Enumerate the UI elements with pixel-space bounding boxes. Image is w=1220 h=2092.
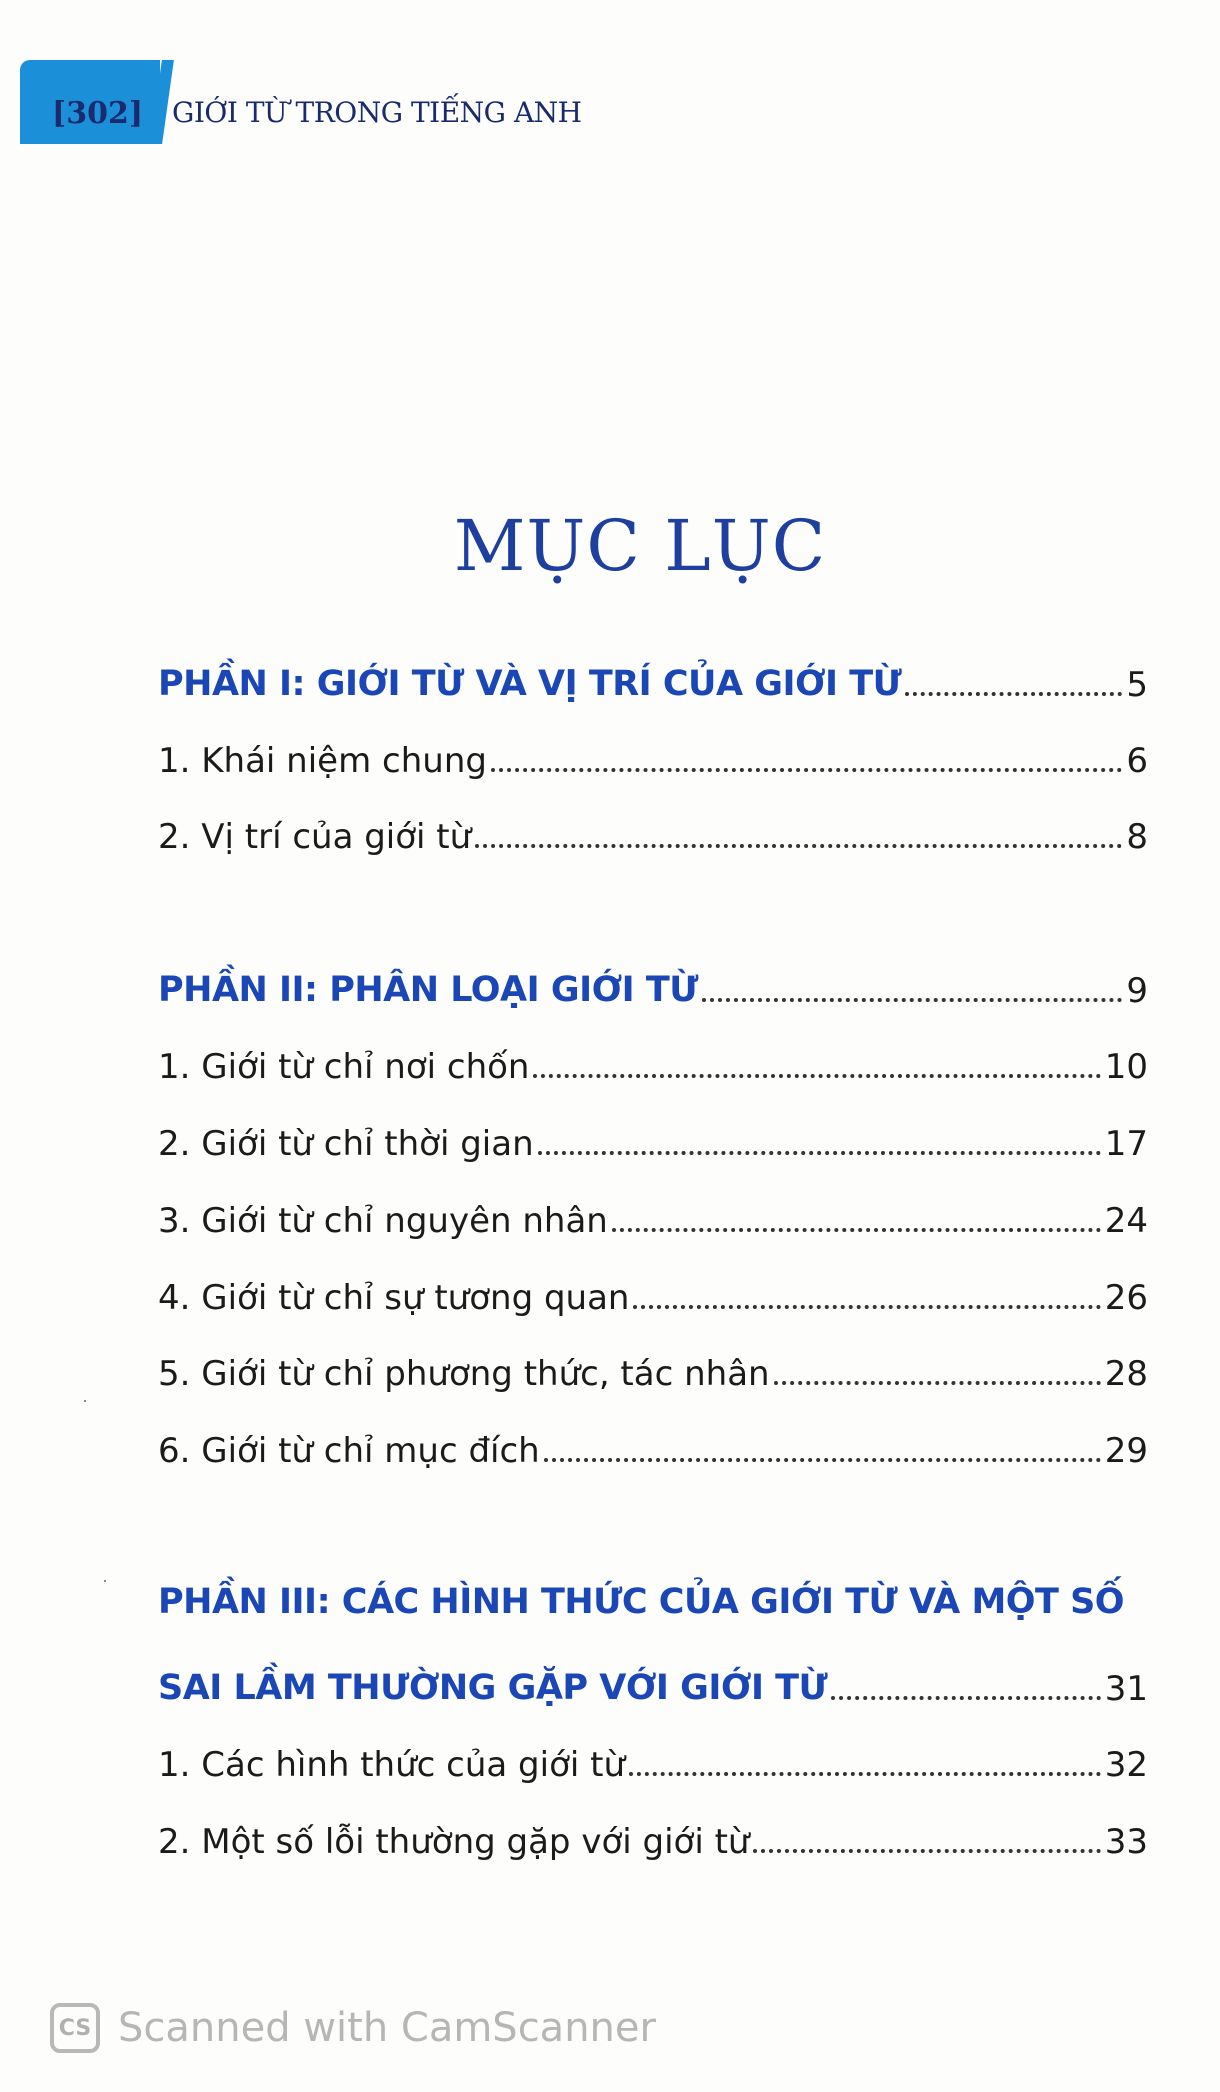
toc-entry-label: SAI LẦM THƯỜNG GẶP VỚI GIỚI TỪ [158, 1668, 828, 1708]
toc-entry-label: 2. Một số lỗi thường gặp với giới từ [158, 1822, 750, 1862]
dot-leader [702, 998, 1122, 1002]
toc-item [158, 1343, 1148, 1394]
book-title: GIỚI TỪ TRONG TIẾNG ANH [172, 96, 582, 129]
page-number: [302] [52, 96, 144, 131]
toc-entry-label: 1. Khái niệm chung [158, 741, 487, 781]
toc-entry-label: 2. Vị trí của giới từ [158, 817, 472, 857]
toc-item [158, 1190, 1148, 1241]
camscanner-icon: CS [50, 2003, 100, 2053]
toc-entry-page: 10 [1104, 1047, 1148, 1087]
toc-entry-page: 17 [1104, 1124, 1148, 1164]
toc-section-2 [158, 960, 1148, 1011]
toc-item [158, 730, 1148, 781]
toc-entry-label: PHẦN I: GIỚI TỪ VÀ VỊ TRÍ CỦA GIỚI TỪ [158, 664, 902, 704]
dot-leader [538, 1151, 1101, 1155]
toc-item [158, 1036, 1148, 1087]
dot-leader [612, 1228, 1101, 1232]
toc-entry-page: 31 [1104, 1669, 1148, 1709]
toc-item [158, 1734, 1148, 1785]
watermark-text: Scanned with CamScanner [118, 2005, 656, 2051]
dot-leader [633, 1305, 1100, 1309]
toc-entry-label: 2. Giới từ chỉ thời gian [158, 1124, 534, 1164]
toc-entry-page: 28 [1104, 1354, 1148, 1394]
toc-entry-page: 24 [1104, 1201, 1148, 1241]
toc-entry-page: 8 [1126, 817, 1148, 857]
toc-entry-label: PHẦN II: PHÂN LOẠI GIỚI TỪ [158, 970, 698, 1010]
toc-section-3 [158, 1658, 1148, 1709]
toc-item [158, 1267, 1148, 1318]
toc-entry-label: 1. Các hình thức của giới từ [158, 1745, 626, 1785]
toc-entry-label: 1. Giới từ chỉ nơi chốn [158, 1047, 530, 1087]
toc-entry-page: 5 [1126, 665, 1148, 705]
toc-entry-label: 6. Giới từ chỉ mục đích [158, 1431, 540, 1471]
dot-leader [905, 692, 1122, 696]
toc-item [158, 806, 1148, 857]
toc-title: MỤC LỤC [453, 505, 827, 587]
dot-leader [831, 1696, 1100, 1700]
toc-entry-page: 9 [1126, 971, 1148, 1011]
toc-item [158, 1420, 1148, 1471]
toc-entry-page: 6 [1126, 741, 1148, 781]
dot-leader [544, 1458, 1101, 1462]
dot-leader [491, 768, 1122, 772]
toc-entry-page: 26 [1104, 1278, 1148, 1318]
toc-entry-page: 32 [1104, 1745, 1148, 1785]
toc-entry-page: 29 [1104, 1431, 1148, 1471]
toc-entry-label: 5. Giới từ chỉ phương thức, tác nhân [158, 1354, 770, 1394]
toc-item [158, 1113, 1148, 1164]
dot-leader [774, 1381, 1101, 1385]
running-header [20, 60, 820, 144]
scan-speck [84, 1400, 86, 1402]
camscanner-watermark [50, 2000, 656, 2056]
toc-section-3-title-line1: PHẦN III: CÁC HÌNH THỨC CỦA GIỚI TỪ VÀ MỘT SỐ [158, 1582, 1125, 1622]
toc-item [158, 1811, 1148, 1862]
toc-section-1 [158, 654, 1148, 705]
toc-entry-label: 3. Giới từ chỉ nguyên nhân [158, 1201, 608, 1241]
dot-leader [629, 1772, 1101, 1776]
dot-leader [475, 844, 1122, 848]
toc-entry-label: 4. Giới từ chỉ sự tương quan [158, 1278, 630, 1318]
scan-speck [104, 1580, 106, 1582]
toc-entry-page: 33 [1104, 1822, 1148, 1862]
dot-leader [533, 1074, 1100, 1078]
dot-leader [753, 1849, 1100, 1853]
